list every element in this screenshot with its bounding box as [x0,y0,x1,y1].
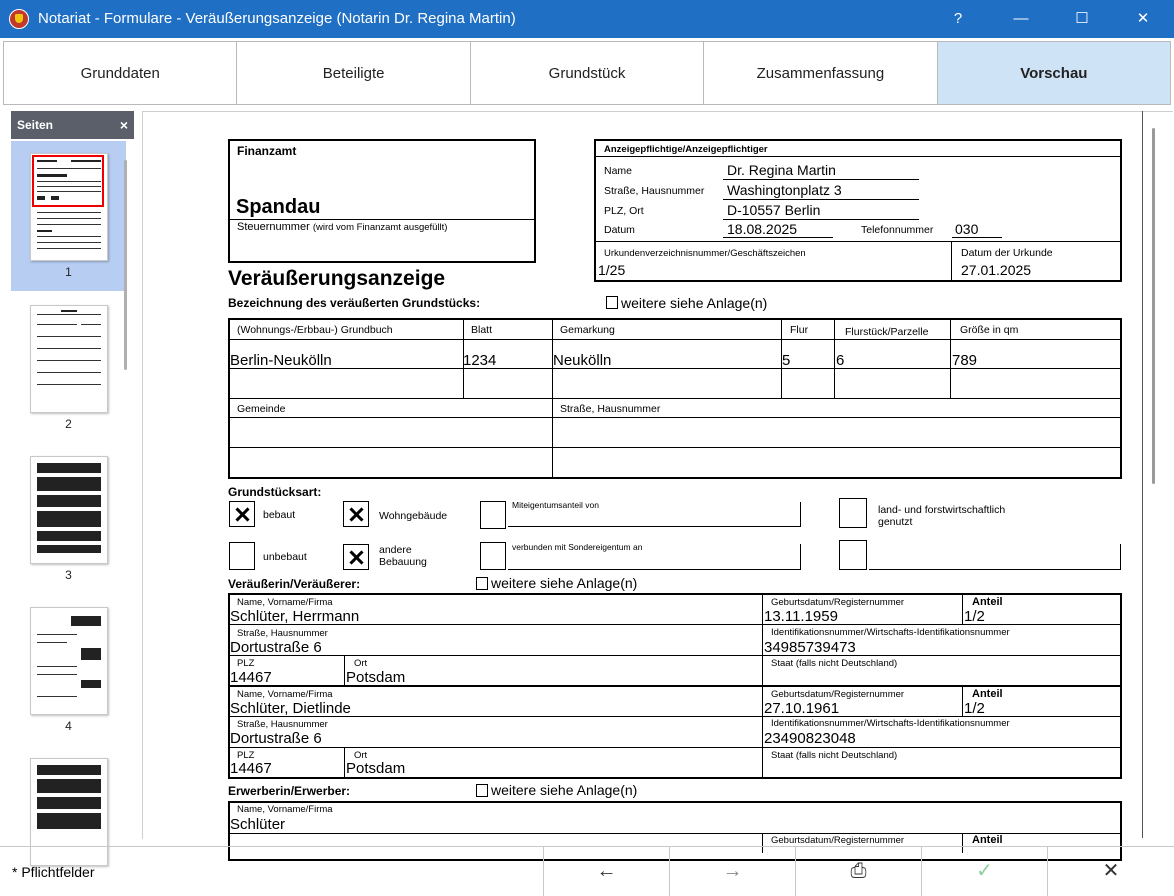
wohngebaeude-label: Wohngebäude [379,510,448,522]
strasse-value: Washingtonplatz 3 [727,182,842,198]
page-preview [30,153,108,261]
divider [596,156,1120,157]
page-preview [30,456,108,564]
divider [962,595,963,624]
v1-strasse-label: Straße, Hausnummer [237,628,328,639]
cell-flur: 5 [782,352,791,369]
col-flur: Flur [790,324,809,336]
weitere-grundstueck-checkbox[interactable] [606,296,618,309]
page-number: 1 [65,265,72,279]
v2-geburtsdatum-value: 27.10.1961 [764,700,840,717]
tab-grunddaten[interactable]: Grunddaten [4,42,237,104]
bebaut-checkbox[interactable] [229,501,255,527]
divider [230,716,1120,717]
sondereigentum-checkbox[interactable] [480,542,506,570]
divider [230,398,1120,399]
v1-idnr-label: Identifikationsnummer/Wirtschafts-Identifikationsnummer [771,627,1010,638]
page-thumbnail-4[interactable] [11,595,126,745]
arrow-right-icon: → [722,860,743,882]
forward-button[interactable] [669,847,795,896]
v2-ort-label: Ort [354,750,368,761]
datum-value: 18.08.2025 [727,221,798,237]
erwerber-label: Erwerberin/Erwerber: [228,784,351,798]
plzort-label: PLZ, Ort [604,205,644,217]
underline [508,569,800,570]
v1-ort-label: Ort [354,658,368,669]
printer-icon: ⎙ [850,860,867,882]
miteigentum-checkbox[interactable] [480,501,506,529]
pages-sidebar [11,111,134,838]
title-bar [0,0,1174,38]
urkunden-value: 1/25 [598,262,626,278]
page-edge [1142,111,1143,838]
divider [552,320,553,477]
v2-anteil-label: Anteil [972,688,1003,700]
v1-ort-value: Potsdam [346,669,406,686]
v1-staat-label: Staat (falls nicht Deutschland) [771,658,898,669]
divider [596,241,1120,242]
app-logo-icon [9,9,29,29]
underline [869,569,1121,570]
weitere-erwerber-checkbox[interactable] [476,784,488,797]
wizard-tabs [3,41,1171,105]
v2-name-value: Schlüter, Dietlinde [230,700,351,717]
v2-geburtsdatum-label: Geburtsdatum/Registernummer [771,689,905,700]
divider [344,747,345,777]
cancel-button[interactable] [1047,847,1174,896]
andere-bebauung-label: andere Bebauung [379,544,427,568]
e1-name-label: Name, Vorname/Firma [237,804,333,815]
v2-idnr-label: Identifikationsnummer/Wirtschafts-Identifikationsnummer [771,718,1010,729]
divider [230,368,1120,369]
v2-strasse-label: Straße, Hausnummer [237,719,328,730]
sidebar-title: Seiten [17,118,54,132]
urkunden-label: Urkundenverzeichnisnummer/Geschäftszeichen [604,248,806,259]
andere-bebauung-checkbox[interactable] [343,544,369,570]
close-icon: ✕ [1102,860,1120,882]
v2-staat-label: Staat (falls nicht Deutschland) [771,750,898,761]
wohngebaeude-checkbox[interactable] [343,501,369,527]
underline [723,237,833,238]
v1-name-value: Schlüter, Herrmann [230,608,360,625]
page-thumbnail-1[interactable] [11,141,126,291]
divider [951,241,952,280]
close-window-button[interactable]: ✕ [1136,10,1150,27]
bezeichnung-label: Bezeichnung des veräußerten Grundstücks: [228,296,481,310]
unbebaut-checkbox[interactable] [229,542,255,570]
datum-label: Datum [604,224,635,236]
sidebar-header [11,111,134,139]
v2-idnr-value: 23490823048 [764,730,856,747]
divider [230,417,1120,418]
telefon-label: Telefonnummer [861,224,934,236]
divider [1120,544,1121,570]
sidebar-scrollbar[interactable] [124,160,127,370]
weitere-grundstueck-label: weitere siehe Anlage(n) [621,295,768,311]
sidebar-close-icon[interactable]: × [119,117,128,133]
v1-idnr-value: 34985739473 [764,639,856,656]
v2-plz-value: 14467 [230,760,272,777]
land-forst-label: land- und forstwirtschaftlich genutzt [878,504,1006,528]
document-preview [142,111,1173,846]
page-thumbnail-3[interactable] [11,444,126,594]
v2-ort-value: Potsdam [346,760,406,777]
divider [230,219,534,220]
page-thumbnail-2[interactable] [11,293,126,443]
sonstige-checkbox[interactable] [839,540,867,570]
page-preview [30,305,108,413]
name-label: Name [604,165,633,177]
finanzamt-value: Spandau [236,196,321,218]
strasse-label: Straße, Hausnummer [604,185,705,197]
e1-geburtsdatum-label: Geburtsdatum/Registernummer [771,835,905,846]
back-button[interactable] [543,847,669,896]
required-fields-note: * Pflichtfelder [12,864,95,880]
form-page [143,112,1173,846]
col-gemarkung: Gemarkung [560,324,615,336]
col-grundbuch: (Wohnungs-/Erbbau-) Grundbuch [237,324,393,336]
v1-plz-label: PLZ [237,658,255,669]
minimize-button[interactable]: — [1013,10,1029,27]
v1-geburtsdatum-value: 13.11.1959 [764,608,838,625]
page-number: 4 [65,719,72,733]
checkmark-icon: ✓ [976,860,993,882]
bebaut-label: bebaut [263,509,296,521]
veraeusserer-label: Veräußerin/Veräußerer: [228,577,361,591]
anzeigepflichtige-title: Anzeigepflichtige/Anzeigepflichtiger [604,144,768,155]
divider [800,544,801,570]
steuernummer-field [237,221,447,233]
divider [800,502,801,527]
divider [962,687,963,716]
v1-plz-value: 14467 [230,669,272,686]
help-button[interactable]: ? [953,10,963,27]
divider [230,339,1120,340]
cell-blatt: 1234 [463,352,497,369]
col-blatt: Blatt [471,324,493,336]
v1-strasse-value: Dortustraße 6 [230,639,322,656]
finanzamt-label: Finanzamt [237,144,297,158]
v1-geburtsdatum-label: Geburtsdatum/Registernummer [771,597,905,608]
weitere-erwerber-label: weitere siehe Anlage(n) [491,782,638,798]
preview-scrollbar[interactable] [1152,128,1155,484]
v1-anteil-label: Anteil [972,596,1003,608]
v2-anteil-value: 1/2 [964,700,985,717]
e1-name-value: Schlüter [230,816,286,833]
divider [344,655,345,685]
page-number: 2 [65,417,72,431]
page-preview [30,607,108,715]
v1-anteil-value: 1/2 [964,608,985,625]
weitere-veraeusserer-label: weitere siehe Anlage(n) [491,575,638,591]
grundstuecksart-label: Grundstücksart: [228,485,322,499]
tab-zusammenfassung[interactable]: Zusammenfassung [704,42,937,104]
divider [834,320,835,398]
cell-flurstueck: 6 [836,352,845,369]
divider [950,320,951,398]
weitere-veraeusserer-checkbox[interactable] [476,577,488,590]
underline [508,526,800,527]
col-groesse: Größe in qm [960,324,1019,336]
divider [230,747,1120,748]
name-value: Dr. Regina Martin [727,162,836,178]
land-forst-checkbox[interactable] [839,498,867,528]
window-title: Notariat - Formulare - Veräußerungsanzeige (Notarin Dr. Regina Martin) [38,10,516,27]
cell-grundbuch: Berlin-Neukölln [230,352,332,369]
cell-groesse: 789 [952,352,978,369]
urkunde-datum-value: 27.01.2025 [961,262,1032,278]
tab-vorschau[interactable]: Vorschau [938,42,1170,104]
print-button[interactable] [795,847,921,896]
plzort-value: D-10557 Berlin [727,202,821,218]
maximize-button[interactable]: ☐ [1075,10,1089,27]
telefon-value: 030 [955,221,979,237]
steuernummer-label: Steuernummer [237,221,310,233]
ok-button[interactable] [921,847,1047,896]
page-number: 3 [65,568,72,582]
cell-gemarkung: Neukölln [553,352,612,369]
gemeinde-label: Gemeinde [237,403,286,415]
urkunde-datum-label: Datum der Urkunde [961,247,1053,259]
divider [230,447,1120,448]
v2-plz-label: PLZ [237,750,255,761]
underline [723,179,919,180]
tab-grundstueck[interactable]: Grundstück [471,42,704,104]
arrow-left-icon: ← [596,860,617,882]
underline [723,199,919,200]
col-flurstueck: Flurstück/Parzelle [845,326,929,338]
footer-bar [0,846,1174,896]
underline [723,219,919,220]
page-thumbnail-5[interactable] [11,746,126,838]
underline [952,237,1002,238]
unbebaut-label: unbebaut [263,551,307,563]
divider [230,655,1120,656]
tab-beteiligte[interactable]: Beteiligte [237,42,470,104]
gemeinde-strasse-label: Straße, Hausnummer [560,403,661,415]
v2-strasse-value: Dortustraße 6 [230,730,322,747]
anzeigepflichtige-box [594,139,1122,282]
divider [230,624,1120,625]
e1-anteil-label: Anteil [972,834,1003,846]
divider [762,595,763,777]
miteigentum-label: Miteigentumsanteil von [512,500,599,510]
sondereigentum-label: verbunden mit Sondereigentum an [512,542,643,552]
v2-name-label: Name, Vorname/Firma [237,689,333,700]
form-heading: Veräußerungsanzeige [228,267,446,290]
v1-name-label: Name, Vorname/Firma [237,597,333,608]
steuernummer-hint: (wird vom Finanzamt ausgefüllt) [312,222,448,233]
